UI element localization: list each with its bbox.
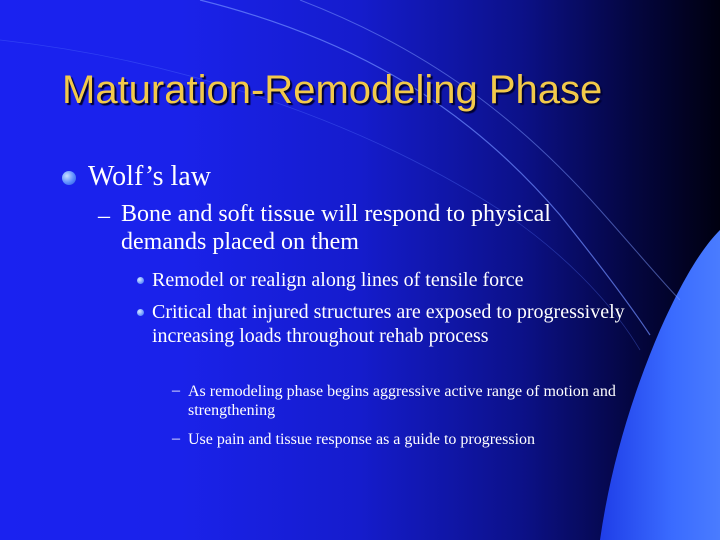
round-bullet-icon (62, 171, 76, 185)
bullet-level-3: Critical that injured structures are exposed to progressively increasing loads throughout rehab process (152, 301, 625, 347)
bullet-level-3: Remodel or realign along lines of tensile force (152, 269, 524, 291)
round-bullet-icon (137, 277, 144, 284)
bullet-level-2: Bone and soft tissue will respond to physical demands placed on them (121, 201, 551, 255)
bullet-level-4: As remodeling phase begins aggressive active range of motion and strengthening (188, 383, 616, 419)
round-bullet-icon (137, 309, 144, 316)
slide-title: Maturation-Remodeling Phase (62, 68, 603, 112)
dash-marker: – (98, 203, 110, 229)
bullet-level-1: Wolf’s law (88, 161, 211, 192)
bullet-level-4: Use pain and tissue response as a guide to progression (188, 431, 536, 448)
dash-marker: – (172, 382, 180, 399)
dash-marker: – (172, 430, 180, 447)
